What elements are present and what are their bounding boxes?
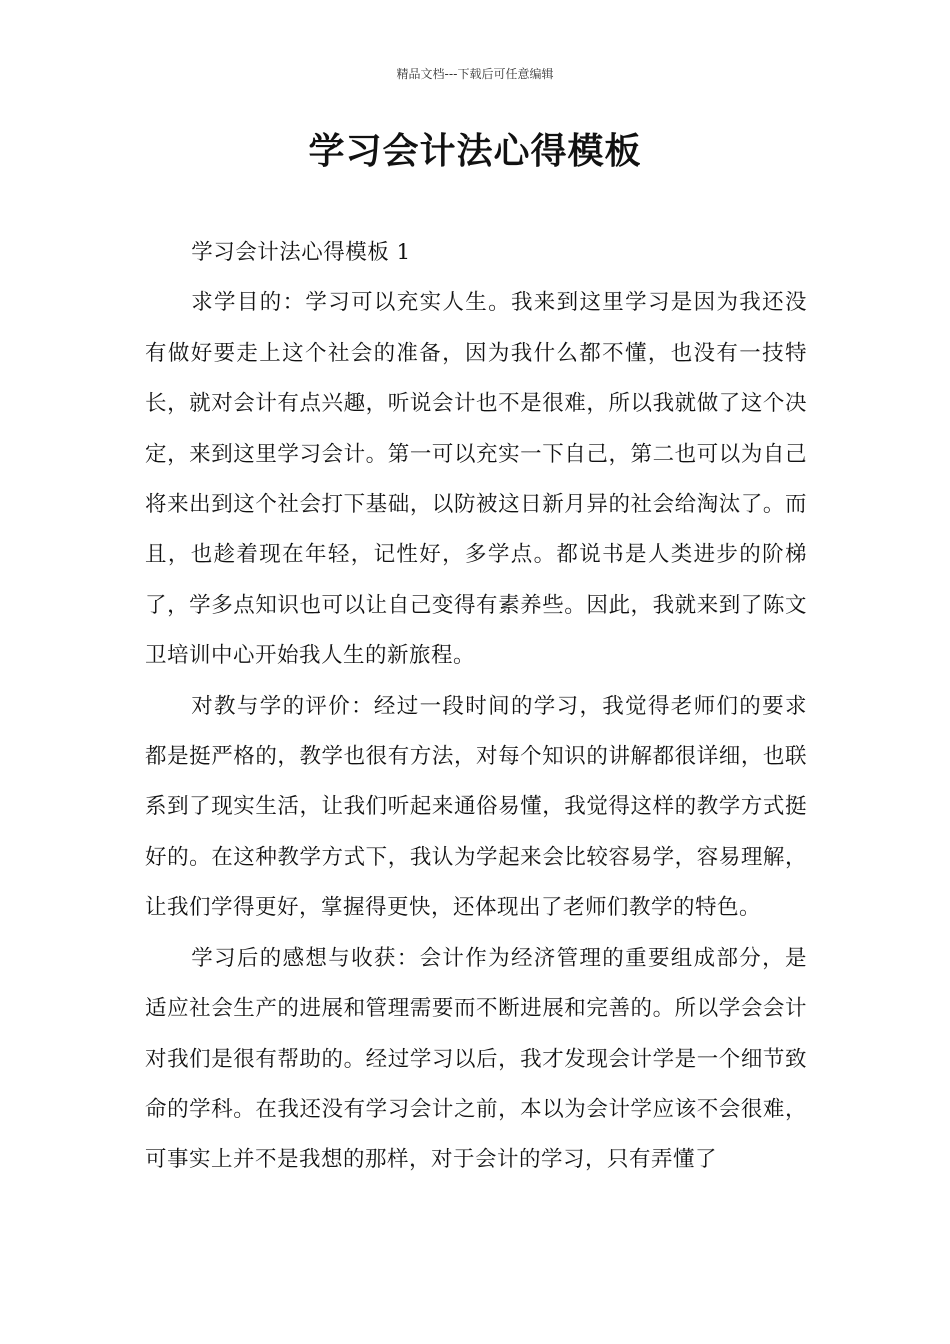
document-title: 学习会计法心得模板 — [308, 131, 642, 172]
header-note: 精品文档---下载后可任意编辑 — [396, 67, 554, 81]
paragraph-purpose: 求学目的：学习可以充实人生。我来到这里学习是因为我还没有做好要走上这个社会的准备，因为我什么都不懂，也没有一技特长，就对会计有点兴趣，听说会计也不是很难，所以我就做了这个决定，来到这里学习会计。第一可以充实一下自己，第二也可以为自己将来出到这个社会打下基础，以防被这日新月异的社会给淘汰了。而且，也趁着现在年轻，记性好，多学点。都说书是人类进步的阶梯了，学多点知识也可以让自己变得有素养些。因此，我就来到了陈文卫培训中心开始我人生的新旅程。 — [145, 290, 807, 669]
section-heading: 学习会计法心得模板 1 — [191, 240, 411, 265]
document-body — [145, 228, 807, 1186]
paragraph-reflection: 学习后的感想与收获：会计作为经济管理的重要组成部分，是适应社会生产的进展和管理需要而不断进展和完善的。所以学会会计对我们是很有帮助的。经过学习以后，我才发现会计学是一个细节致命的学科。在我还没有学习会计之前，本以为会计学应该不会很难，可事实上并不是我想的那样，对于会计的学习，只有弄懂了 — [145, 945, 807, 1173]
paragraph-evaluation: 对教与学的评价：经过一段时间的学习，我觉得老师们的要求都是挺严格的，教学也很有方法，对每个知识的讲解都很详细，也联系到了现实生活，让我们听起来通俗易懂，我觉得这样的教学方式挺好的。在这种教学方式下，我认为学起来会比较容易学，容易理解，让我们学得更好，掌握得更快，还体现出了老师们教学的特色。 — [145, 693, 807, 921]
